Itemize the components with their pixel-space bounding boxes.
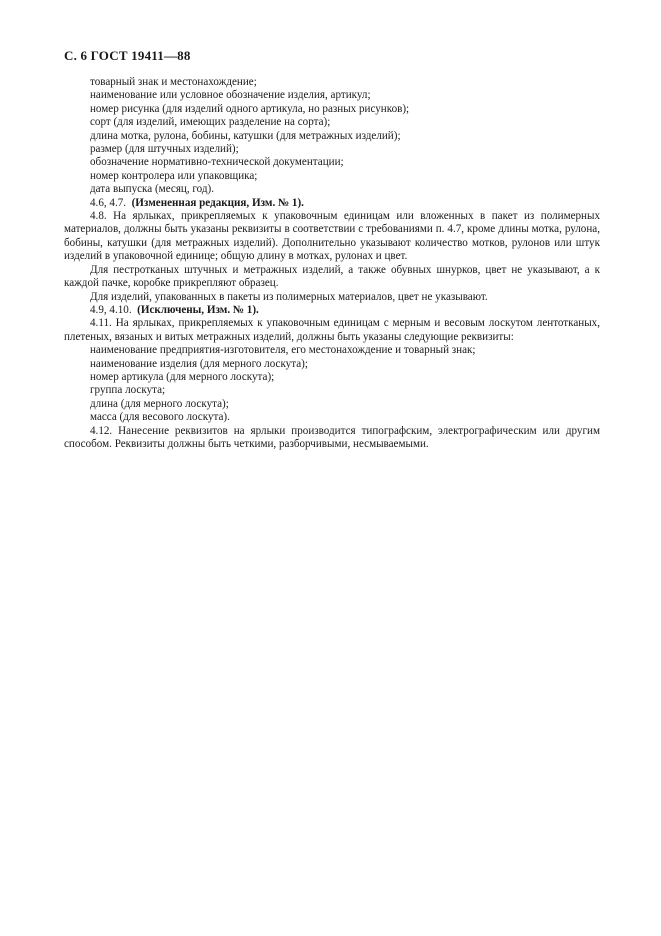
list-item: размер (для штучных изделий);	[90, 143, 239, 156]
list-item: сорт (для изделий, имеющих разделение на сорта);	[90, 116, 331, 129]
list-item: наименование предприятия-изготовителя, его местонахождение и товарный знак;	[90, 344, 476, 357]
document-body	[64, 76, 600, 451]
page-header: С. 6 ГОСТ 19411—88	[64, 48, 191, 63]
list-item: дата выпуска (месяц, год).	[90, 183, 215, 196]
paragraph-4-8: 4.8. На ярлыках, прикрепляемых к упаковочным единицам или вложенных в пакет из полимерных материалов, должны быть указаны реквизиты в соответствии с требованиями п. 4.7, кроме длины мотка, рулона, бобины, катушки (для метражных изделий). Дополнительно указывают количество мотков, рулонов или штук изделий в упаковочной единице; общую длину в мотках, рулонах и цвет.	[64, 210, 600, 263]
paragraph-4-12: 4.12. Нанесение реквизитов на ярлыки производится типографским, электрографическим или другим способом. Реквизиты должны быть четкими, разборчивыми, несмываемыми.	[64, 424, 600, 450]
paragraph-4-11: 4.11. На ярлыках, прикрепляемых к упаковочным единицам с мерным и весовым лоскутом лентотканых, плетеных, вязаных и витых метражных изделий, должны быть указаны следующие реквизиты:	[64, 317, 600, 343]
paragraph-polymer: Для изделий, упакованных в пакеты из полимерных материалов, цвет не указывают.	[90, 290, 488, 303]
list-item: обозначение нормативно-технической документации;	[90, 156, 344, 169]
list-item: длина (для мерного лоскута);	[90, 397, 229, 410]
edition-note: (Исключены, Изм. № 1).	[137, 303, 259, 316]
list-item: масса (для весового лоскута).	[90, 411, 230, 424]
list-item: товарный знак и местонахождение;	[90, 76, 257, 88]
clause-number: 4.6, 4.7.	[90, 196, 127, 209]
list-item: номер артикула (для мерного лоскута);	[90, 370, 275, 383]
list-item: номер рисунка (для изделий одного артикула, но разных рисунков);	[90, 102, 410, 115]
list-item: номер контролера или упаковщика;	[90, 169, 258, 182]
clause-number: 4.9, 4.10.	[90, 303, 132, 316]
paragraph-color: Для пестротканых штучных и метражных изделий, а также обувных шнурков, цвет не указывают, а к каждой пачке, коробке прикрепляют образец.	[64, 263, 600, 290]
list-item: группа лоскута;	[90, 384, 166, 397]
list-item: длина мотка, рулона, бобины, катушки (для метражных изделий);	[90, 129, 401, 142]
paragraph-4-6	[64, 197, 600, 210]
paragraph-4-9	[64, 304, 600, 317]
list-item: наименование изделия (для мерного лоскута);	[90, 357, 308, 370]
list-item: наименование или условное обозначение изделия, артикул;	[90, 89, 371, 102]
edition-note: (Измененная редакция, Изм. № 1).	[131, 196, 304, 209]
